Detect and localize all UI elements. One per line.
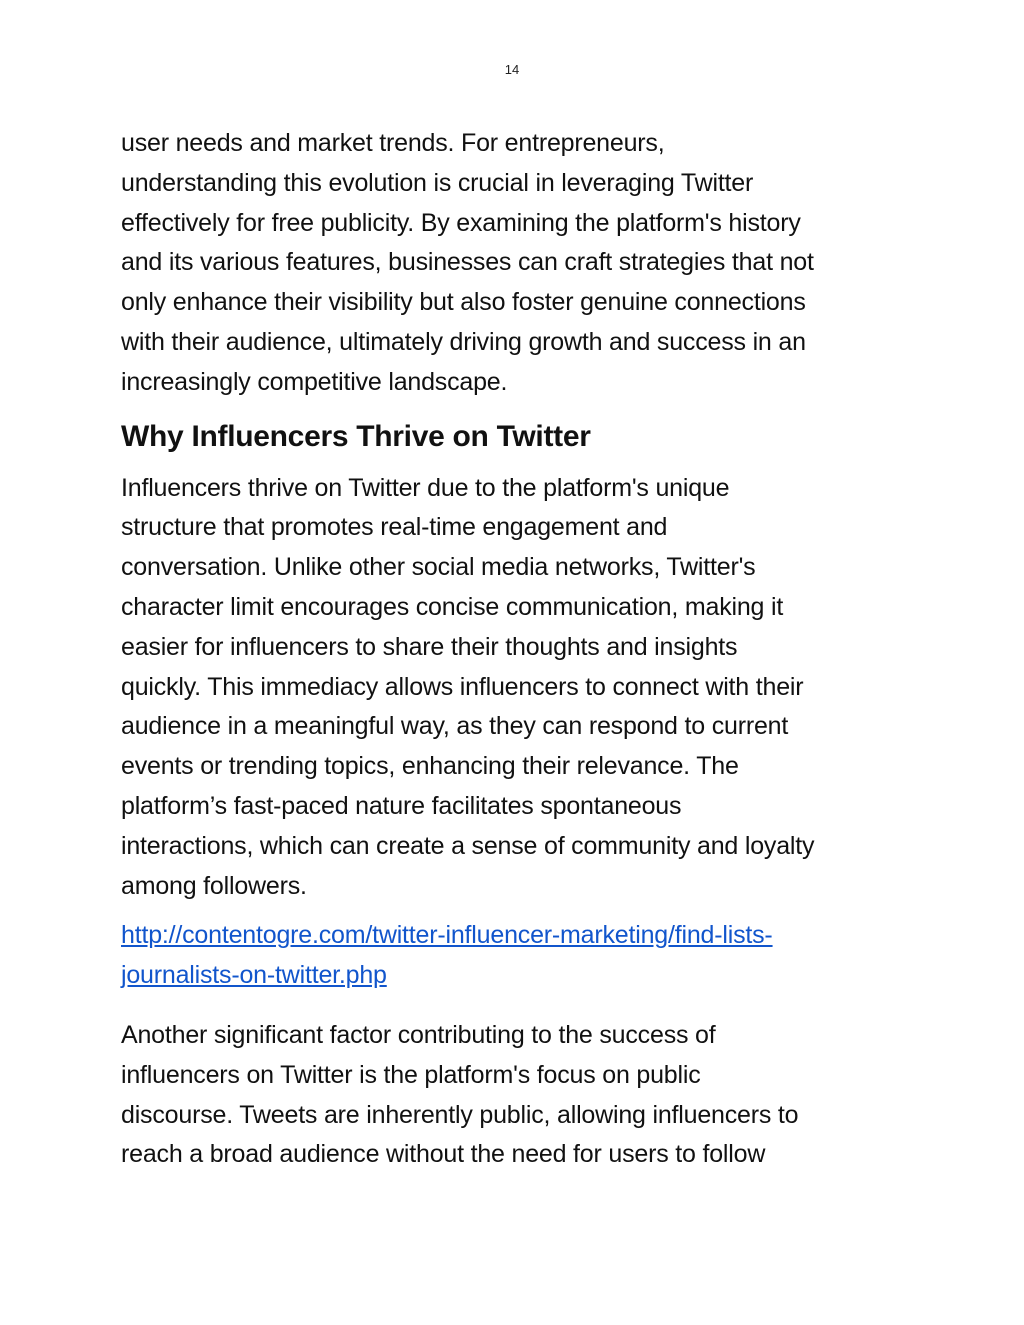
page-number: 14 xyxy=(504,62,520,77)
body-paragraph-2 xyxy=(121,1016,911,1175)
text-line: Another significant factor contributing to the success of xyxy=(121,1020,716,1049)
text-line: structure that promotes real-time engagement and xyxy=(121,513,668,542)
text-line: among followers. xyxy=(121,871,307,900)
text-line: only enhance their visibility but also foster genuine connections xyxy=(121,288,806,317)
section-heading: Why Influencers Thrive on Twitter xyxy=(121,419,591,453)
text-line: discourse. Tweets are inherently public, allowing influencers to xyxy=(121,1100,799,1129)
reference-link-line-1[interactable]: http://contentogre.com/twitter-influencer-marketing/find-lists- xyxy=(121,921,773,950)
text-line: reach a broad audience without the need for users to follow xyxy=(121,1140,766,1169)
text-line: influencers on Twitter is the platform's focus on public xyxy=(121,1060,701,1089)
reference-link-block xyxy=(121,916,911,996)
intro-paragraph xyxy=(121,124,911,403)
page-content xyxy=(121,124,911,1175)
text-line: conversation. Unlike other social media networks, Twitter's xyxy=(121,553,756,582)
text-line: character limit encourages concise communication, making it xyxy=(121,592,784,621)
text-line: easier for influencers to share their thoughts and insights xyxy=(121,632,738,661)
text-line: audience in a meaningful way, as they can respond to current xyxy=(121,712,789,741)
text-line: with their audience, ultimately driving growth and success in an xyxy=(121,327,806,356)
text-line: user needs and market trends. For entrepreneurs, xyxy=(121,129,665,157)
text-line: Influencers thrive on Twitter due to the platform's unique xyxy=(121,473,730,502)
text-line: interactions, which can create a sense of community and loyalty xyxy=(121,831,815,860)
text-line: platform’s fast-paced nature facilitates spontaneous xyxy=(121,791,682,820)
reference-link[interactable] xyxy=(121,921,773,989)
text-line: events or trending topics, enhancing their relevance. The xyxy=(121,752,739,781)
body-paragraph-1 xyxy=(121,469,911,907)
text-line: and its various features, businesses can craft strategies that not xyxy=(121,248,814,277)
text-line: understanding this evolution is crucial in leveraging Twitter xyxy=(121,168,754,197)
text-line: quickly. This immediacy allows influencers to connect with their xyxy=(121,672,804,701)
text-line: increasingly competitive landscape. xyxy=(121,367,508,396)
text-line: effectively for free publicity. By examining the platform's history xyxy=(121,208,801,237)
reference-link-line-2[interactable]: journalists-on-twitter.php xyxy=(121,961,387,990)
